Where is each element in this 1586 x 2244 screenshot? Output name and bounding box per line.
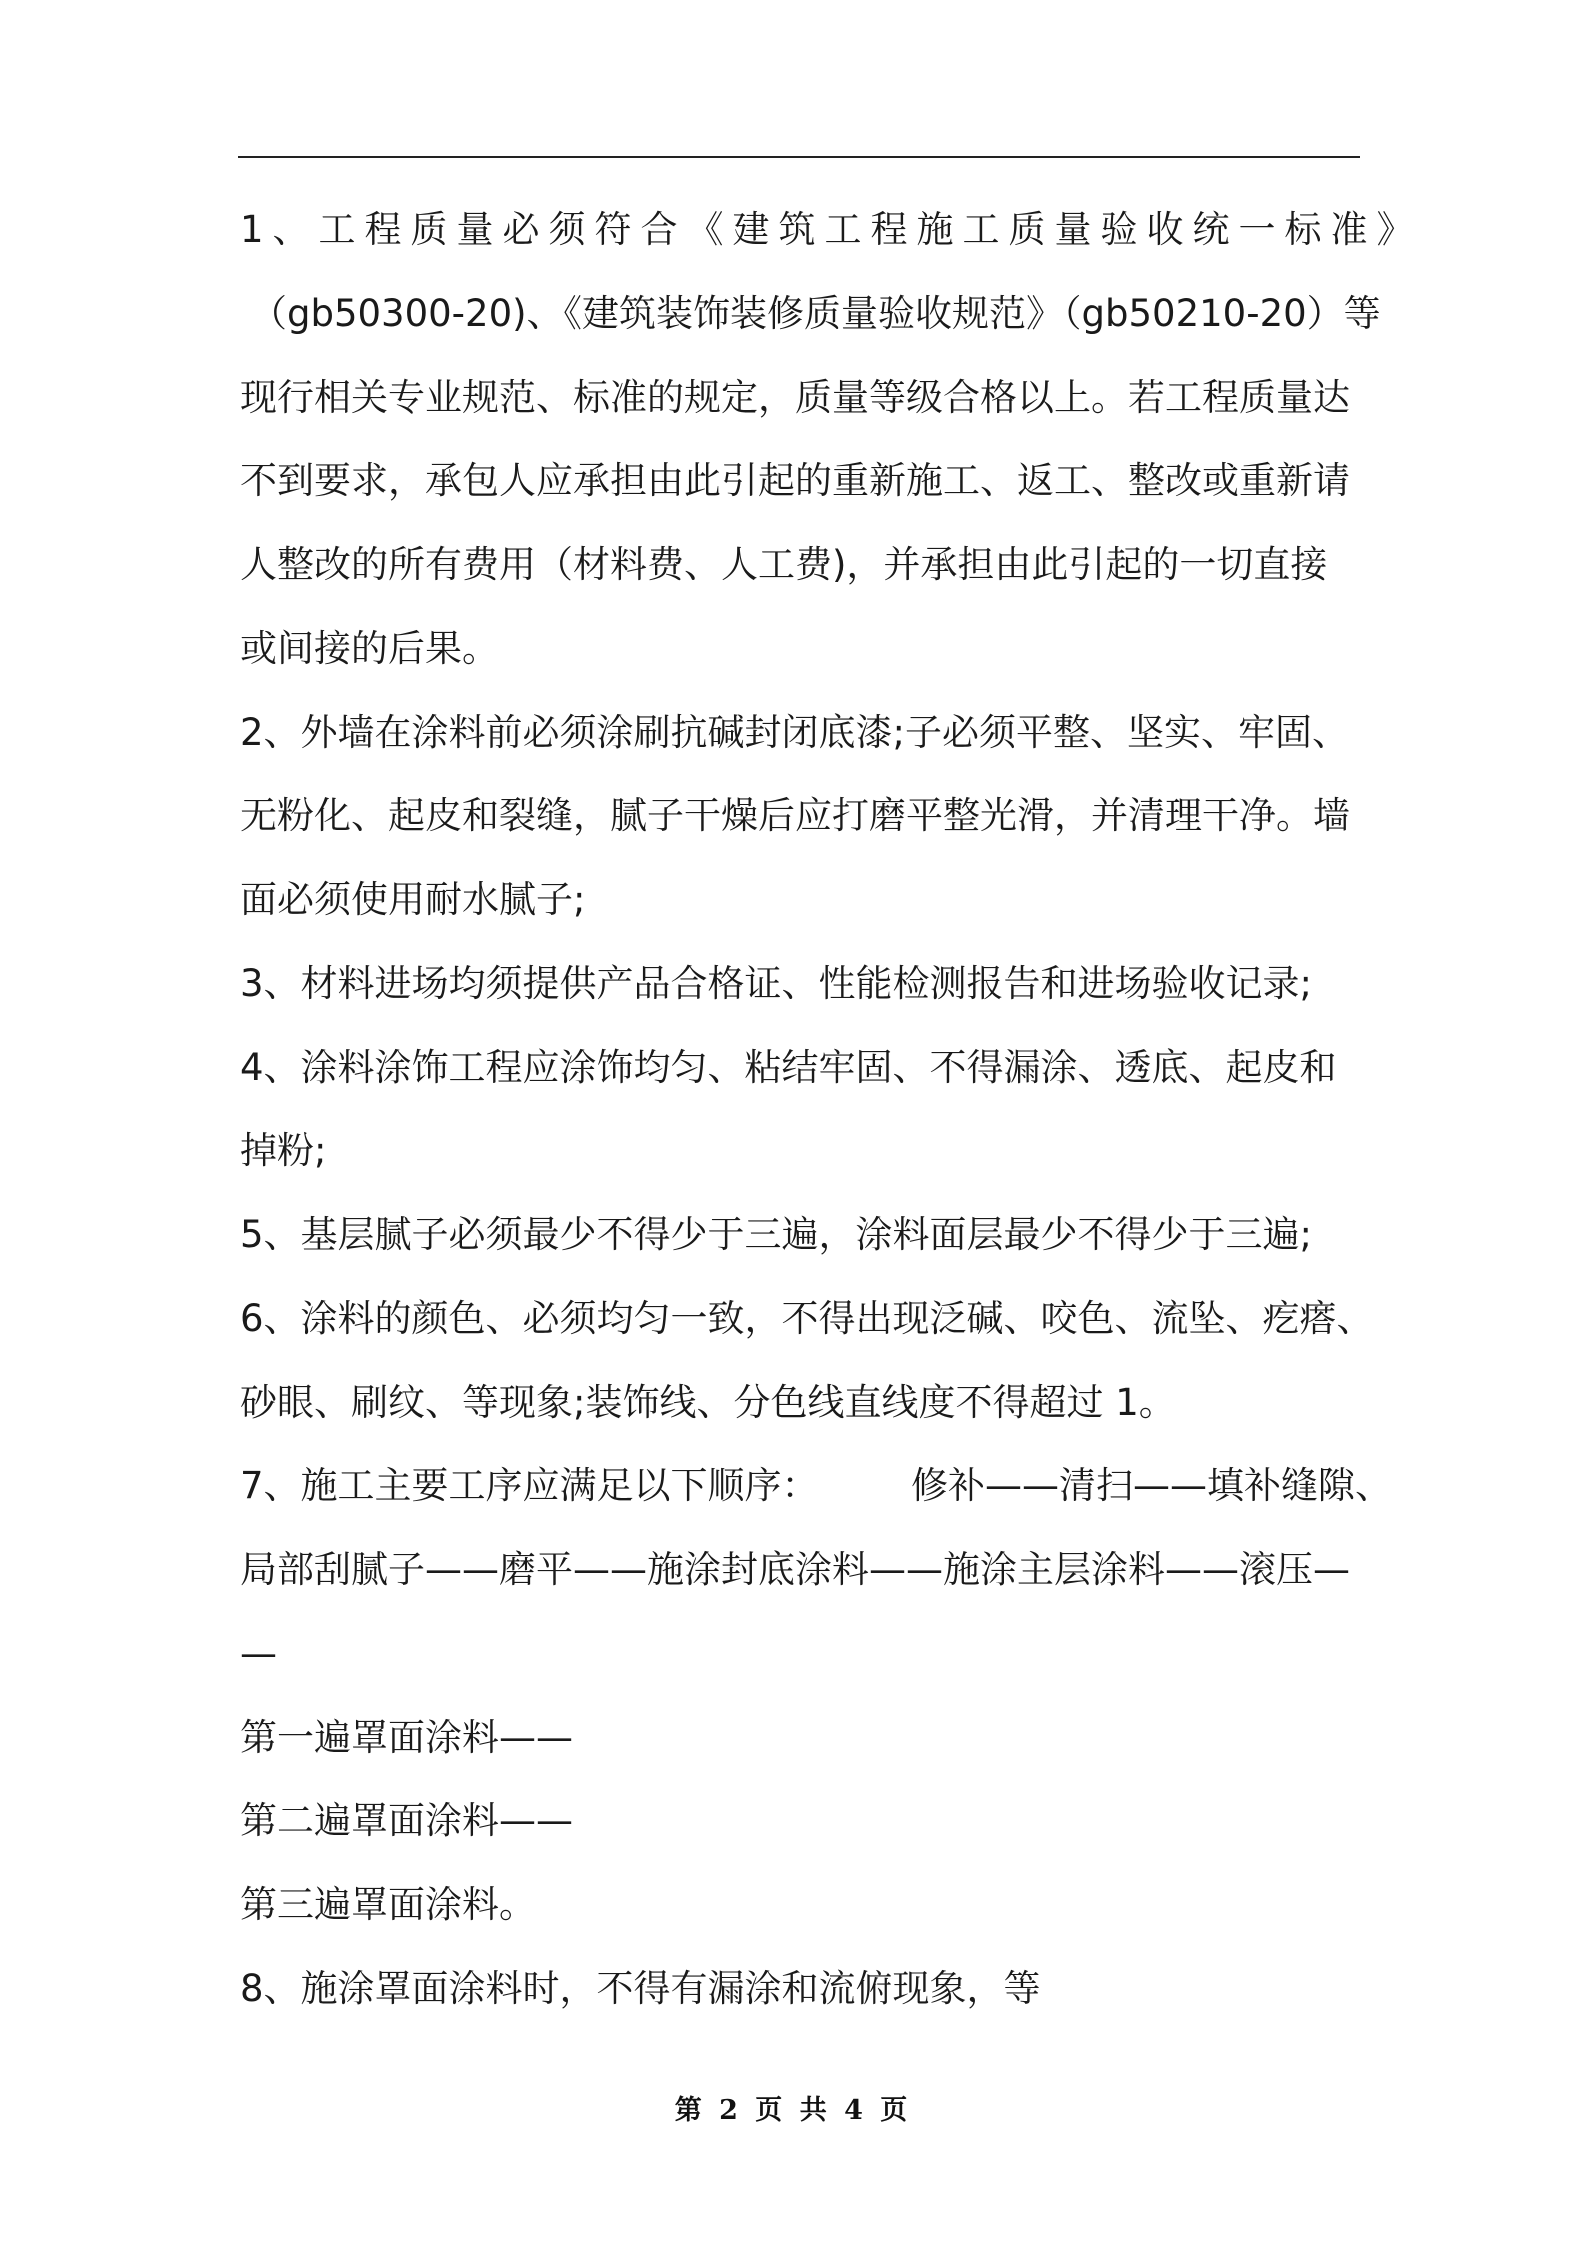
paragraph-1-line-2: （gb50300-20)、《建筑装饰装修质量验收规范》（gb50210-20）等 bbox=[250, 292, 1381, 335]
paragraph-7-line-6: 第三遍罩面涂料。 bbox=[240, 1883, 536, 1926]
paragraph-1-line-3: 现行相关专业规范、标准的规定，质量等级合格以上。若工程质量达 bbox=[240, 376, 1350, 419]
paragraph-8-line-1: 8、施涂罩面涂料时，不得有漏涂和流俯现象，等 bbox=[240, 1967, 1041, 2010]
paragraph-1-line-1: 1、工程质量必须符合《建筑工程施工质量验收统一标准》 bbox=[240, 208, 1423, 251]
paragraph-7-line-4: 第一遍罩面涂料—— bbox=[240, 1716, 573, 1759]
paragraph-7-line-3: — bbox=[240, 1632, 277, 1675]
paragraph-1-line-6: 或间接的后果。 bbox=[240, 627, 499, 670]
paragraph-4-line-1: 4、涂料涂饰工程应涂饰均匀、粘结牢固、不得漏涂、透底、起皮和 bbox=[240, 1046, 1337, 1089]
paragraph-7-line-5: 第二遍罩面涂料—— bbox=[240, 1799, 573, 1842]
page-footer: 第 2 页 共 4 页 bbox=[674, 2095, 912, 2126]
paragraph-6-line-1: 6、涂料的颜色、必须均匀一致，不得出现泛碱、咬色、流坠、疙瘩、 bbox=[240, 1297, 1374, 1340]
paragraph-2-line-1: 2、外墙在涂料前必须涂刷抗碱封闭底漆;子必须平整、坚实、牢固、 bbox=[240, 711, 1350, 754]
paragraph-2-line-2: 无粉化、起皮和裂缝，腻子干燥后应打磨平整光滑，并清理干净。墙 bbox=[240, 794, 1350, 837]
paragraph-3-line-1: 3、材料进场均须提供产品合格证、性能检测报告和进场验收记录; bbox=[240, 962, 1313, 1005]
header-rule bbox=[238, 156, 1360, 158]
paragraph-4-line-2: 掉粉; bbox=[240, 1129, 327, 1172]
paragraph-7-line-1: 7、施工主要工序应满足以下顺序： 修补——清扫——填补缝隙、 bbox=[240, 1464, 1393, 1507]
paragraph-6-line-2: 砂眼、刷纹、等现象;装饰线、分色线直线度不得超过 1。 bbox=[240, 1381, 1176, 1424]
paragraph-1-line-5: 人整改的所有费用（材料费、人工费)，并承担由此引起的一切直接 bbox=[240, 543, 1328, 586]
paragraph-5-line-1: 5、基层腻子必须最少不得少于三遍，涂料面层最少不得少于三遍; bbox=[240, 1213, 1313, 1256]
paragraph-1-line-4: 不到要求，承包人应承担由此引起的重新施工、返工、整改或重新请 bbox=[240, 459, 1350, 502]
paragraph-7-line-2: 局部刮腻子——磨平——施涂封底涂料——施涂主层涂料——滚压— bbox=[240, 1548, 1350, 1591]
paragraph-2-line-3: 面必须使用耐水腻子; bbox=[240, 878, 586, 921]
